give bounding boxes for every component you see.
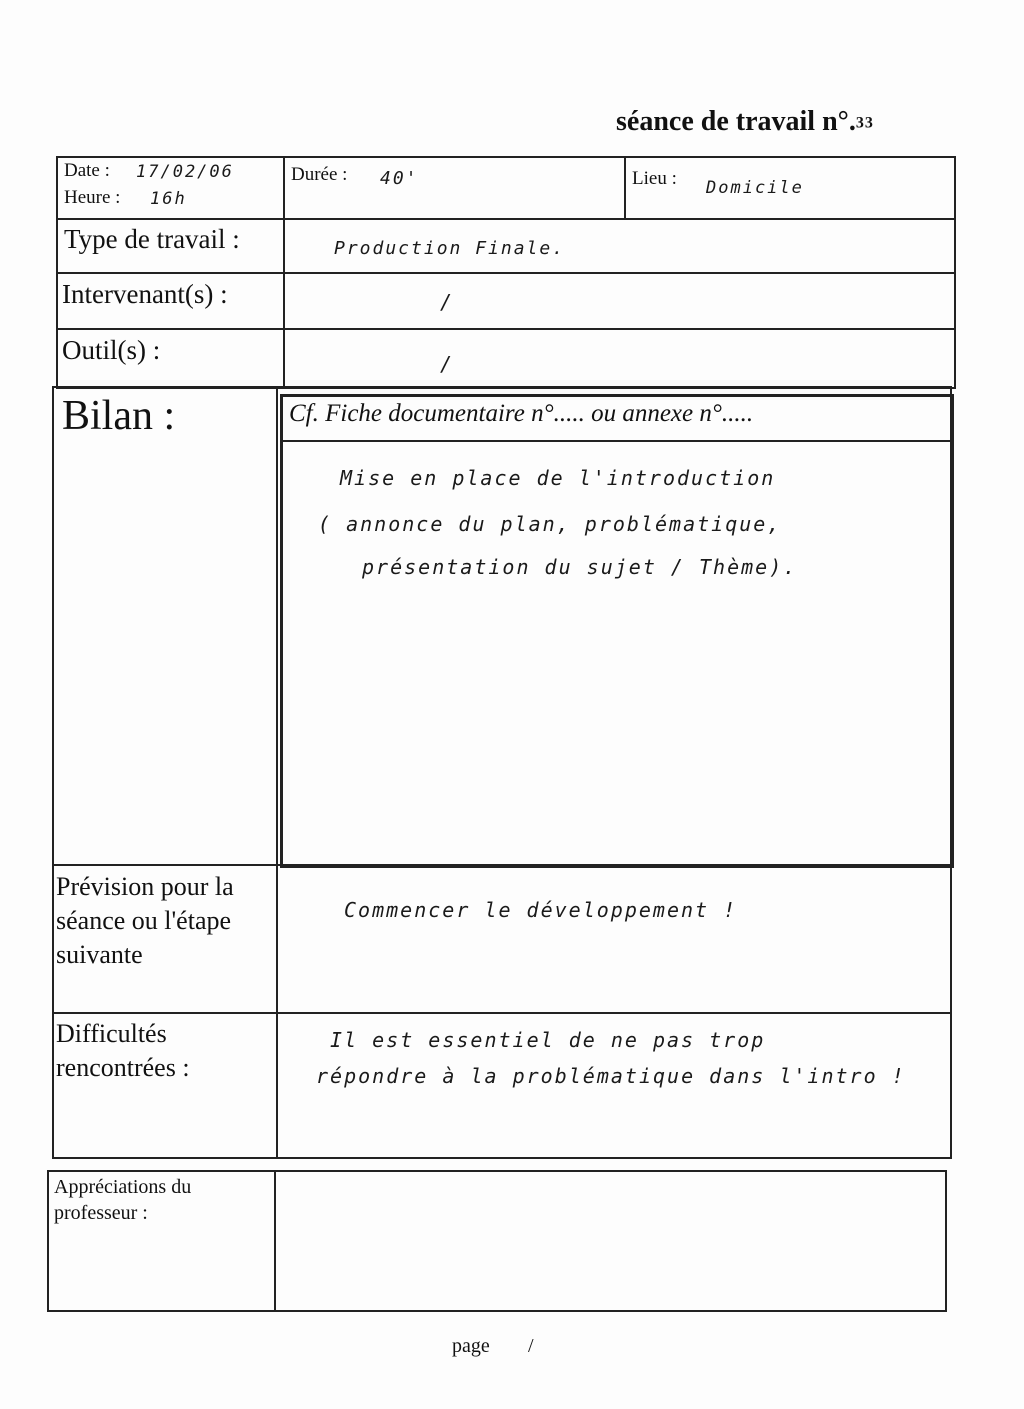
prevision-value: Commencer le développement !	[344, 898, 738, 922]
difficultes-label	[56, 1017, 190, 1085]
intervenants-label: Intervenant(s) :	[62, 279, 228, 309]
page-number-label: page	[452, 1335, 490, 1357]
appreciations-label-line: Appréciations du	[54, 1176, 192, 1198]
divider	[56, 328, 956, 330]
prevision-label	[56, 870, 234, 972]
difficultes-line: Il est essentiel de ne pas trop	[330, 1028, 766, 1052]
difficultes-line: répondre à la problématique dans l'intro !	[316, 1064, 906, 1088]
divider	[52, 1012, 952, 1014]
bilan-label: Bilan :	[62, 393, 176, 439]
lieu-value: Domicile	[706, 178, 804, 198]
heure-value: 16h	[150, 189, 187, 209]
outils-label: Outil(s) :	[62, 335, 161, 365]
type-label: Type de travail :	[64, 224, 240, 254]
heure-label: Heure :	[64, 187, 121, 208]
prevision-label-line: séance ou l'étape	[56, 906, 232, 935]
intervenants-value: /	[440, 290, 455, 314]
session-number: 33	[855, 114, 874, 132]
difficultes-label-line: Difficultés	[56, 1019, 167, 1048]
appreciations-label	[54, 1174, 191, 1226]
page-title-text: séance de travail n°.	[616, 106, 856, 137]
bilan-line: Mise en place de l'introduction	[340, 466, 776, 490]
appreciations-label-line: professeur :	[54, 1202, 148, 1224]
bilan-line: ( annonce du plan, problématique,	[318, 512, 782, 536]
bilan-line: présentation du sujet / Thème).	[362, 555, 798, 579]
divider	[283, 156, 285, 389]
bilan-reference: Cf. Fiche documentaire n°..... ou annexe n°.....	[289, 400, 754, 427]
date-label: Date :	[64, 160, 110, 181]
divider	[274, 1170, 276, 1312]
duree-value: 40'	[380, 168, 419, 189]
divider	[624, 156, 626, 220]
divider	[56, 272, 956, 274]
lieu-label: Lieu :	[632, 168, 677, 189]
outils-value: /	[440, 352, 455, 376]
duree-label: Durée :	[291, 164, 348, 185]
divider	[56, 218, 956, 220]
date-value: 17/02/06	[136, 162, 234, 182]
divider	[276, 386, 278, 1159]
page-number-separator: /	[528, 1335, 534, 1357]
divider	[282, 440, 952, 442]
prevision-label-line: suivante	[56, 940, 143, 969]
type-value: Production Finale.	[334, 238, 566, 259]
page-title	[616, 106, 874, 138]
difficultes-label-line: rencontrées :	[56, 1053, 190, 1082]
prevision-label-line: Prévision pour la	[56, 872, 234, 901]
